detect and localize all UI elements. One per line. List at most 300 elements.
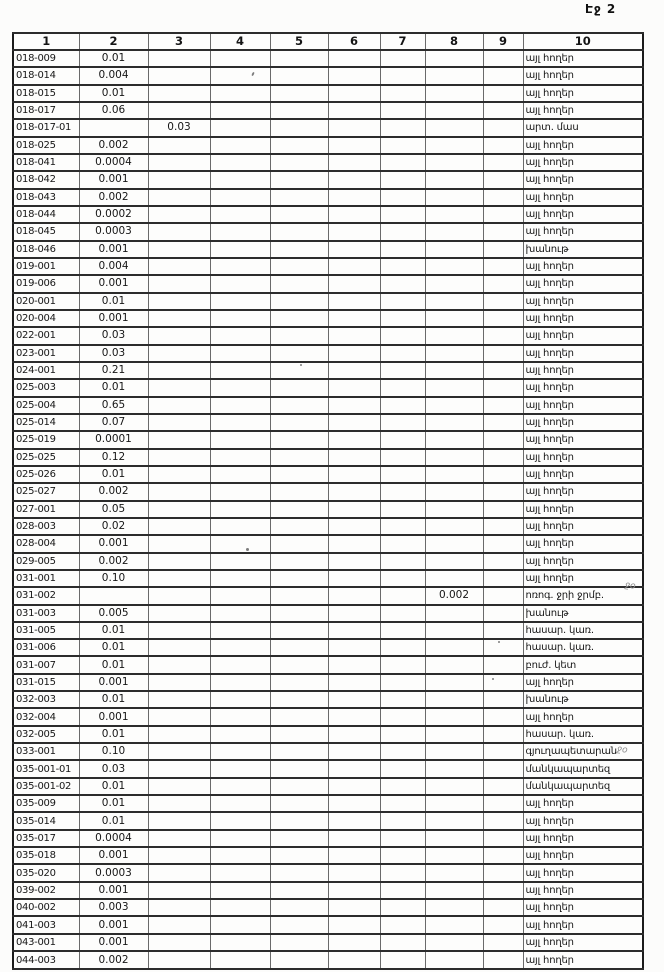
land-use-cell: այլ հողեր — [523, 189, 643, 206]
value-cell — [148, 310, 210, 327]
value-cell — [425, 85, 483, 102]
value-cell — [210, 119, 270, 136]
value-cell: 0.001 — [79, 674, 148, 691]
parcel-code-cell: 032-004 — [13, 708, 79, 725]
value-cell — [210, 778, 270, 795]
value-cell — [483, 85, 523, 102]
value-cell — [270, 189, 328, 206]
value-cell — [483, 812, 523, 829]
value-cell — [210, 171, 270, 188]
value-cell: 0.0003 — [79, 864, 148, 881]
value-cell — [270, 241, 328, 258]
value-cell — [210, 379, 270, 396]
value-cell — [380, 674, 425, 691]
value-cell — [328, 916, 380, 933]
parcel-code-cell: 025-014 — [13, 414, 79, 431]
value-cell — [270, 397, 328, 414]
parcel-code-cell: 027-001 — [13, 501, 79, 518]
land-use-cell: այլ հողեր — [523, 501, 643, 518]
value-cell: 0.002 — [79, 951, 148, 969]
value-cell — [210, 483, 270, 500]
value-cell — [328, 518, 380, 535]
value-cell — [425, 414, 483, 431]
value-cell — [425, 310, 483, 327]
value-cell — [270, 864, 328, 881]
value-cell — [425, 483, 483, 500]
value-cell — [483, 102, 523, 119]
value-cell — [328, 189, 380, 206]
parcel-code-cell: 018-025 — [13, 137, 79, 154]
value-cell — [380, 327, 425, 344]
value-cell — [328, 778, 380, 795]
value-cell — [483, 656, 523, 673]
value-cell — [328, 847, 380, 864]
value-cell — [483, 189, 523, 206]
value-cell — [483, 795, 523, 812]
value-cell — [148, 223, 210, 240]
value-cell — [270, 622, 328, 639]
value-cell — [270, 812, 328, 829]
value-cell — [483, 466, 523, 483]
value-cell — [380, 830, 425, 847]
value-cell — [425, 708, 483, 725]
value-cell — [483, 934, 523, 951]
value-cell — [328, 726, 380, 743]
value-cell — [270, 154, 328, 171]
value-cell — [483, 951, 523, 969]
value-cell — [380, 345, 425, 362]
value-cell — [210, 501, 270, 518]
column-header: 7 — [380, 33, 425, 50]
table-row — [13, 847, 643, 864]
value-cell — [328, 830, 380, 847]
land-use-cell: այլ հողեր — [523, 258, 643, 275]
value-cell — [270, 587, 328, 604]
value-cell — [380, 570, 425, 587]
value-cell — [483, 674, 523, 691]
value-cell — [148, 882, 210, 899]
value-cell — [148, 275, 210, 292]
land-use-cell: այլ հողեր — [523, 674, 643, 691]
parcel-code-cell: 039-002 — [13, 882, 79, 899]
value-cell — [483, 327, 523, 344]
value-cell — [270, 605, 328, 622]
value-cell — [210, 830, 270, 847]
table-row — [13, 431, 643, 448]
value-cell — [425, 864, 483, 881]
land-use-cell: այլ հողեր — [523, 518, 643, 535]
value-cell — [148, 414, 210, 431]
value-cell — [210, 310, 270, 327]
value-cell: 0.003 — [79, 899, 148, 916]
value-cell — [148, 951, 210, 969]
value-cell — [483, 137, 523, 154]
value-cell — [425, 171, 483, 188]
value-cell — [483, 882, 523, 899]
value-cell — [148, 830, 210, 847]
value-cell — [380, 864, 425, 881]
value-cell — [483, 553, 523, 570]
parcel-code-cell: 018-015 — [13, 85, 79, 102]
value-cell: 0.01 — [79, 85, 148, 102]
value-cell — [328, 864, 380, 881]
value-cell — [148, 50, 210, 67]
value-cell: 0.002 — [425, 587, 483, 604]
value-cell — [148, 812, 210, 829]
value-cell — [328, 674, 380, 691]
value-cell: 0.01 — [79, 656, 148, 673]
value-cell: 0.002 — [79, 483, 148, 500]
value-cell — [380, 726, 425, 743]
table-row — [13, 154, 643, 171]
value-cell — [328, 119, 380, 136]
parcel-code-cell: 035-001-01 — [13, 760, 79, 777]
value-cell — [483, 67, 523, 84]
value-cell — [380, 483, 425, 500]
value-cell — [270, 778, 328, 795]
parcel-code-cell: 043-001 — [13, 934, 79, 951]
value-cell — [425, 570, 483, 587]
value-cell — [425, 605, 483, 622]
value-cell: 0.65 — [79, 397, 148, 414]
value-cell — [483, 223, 523, 240]
value-cell — [425, 656, 483, 673]
parcel-code-cell: 031-007 — [13, 656, 79, 673]
value-cell — [210, 50, 270, 67]
value-cell — [483, 258, 523, 275]
table-row — [13, 882, 643, 899]
value-cell — [210, 587, 270, 604]
value-cell — [210, 570, 270, 587]
value-cell — [483, 587, 523, 604]
parcel-code-cell: 018-014 — [13, 67, 79, 84]
value-cell — [425, 899, 483, 916]
value-cell — [148, 327, 210, 344]
parcel-code-cell: 020-001 — [13, 293, 79, 310]
value-cell — [483, 622, 523, 639]
value-cell — [328, 379, 380, 396]
scan-speck — [300, 364, 302, 366]
value-cell: 0.001 — [79, 535, 148, 552]
value-cell: 0.001 — [79, 310, 148, 327]
value-cell — [380, 518, 425, 535]
value-cell — [380, 67, 425, 84]
value-cell — [270, 674, 328, 691]
value-cell — [148, 674, 210, 691]
scan-speck — [498, 641, 500, 643]
value-cell — [148, 553, 210, 570]
value-cell — [380, 553, 425, 570]
value-cell — [148, 501, 210, 518]
value-cell — [425, 882, 483, 899]
value-cell — [380, 691, 425, 708]
value-cell — [328, 310, 380, 327]
value-cell — [425, 934, 483, 951]
value-cell — [380, 189, 425, 206]
value-cell — [483, 345, 523, 362]
value-cell — [328, 102, 380, 119]
value-cell — [210, 154, 270, 171]
value-cell: 0.002 — [79, 137, 148, 154]
value-cell — [425, 362, 483, 379]
value-cell — [380, 206, 425, 223]
value-cell — [270, 206, 328, 223]
land-use-cell: այլ հողեր — [523, 899, 643, 916]
value-cell — [483, 50, 523, 67]
value-cell: 0.0003 — [79, 223, 148, 240]
value-cell — [210, 137, 270, 154]
value-cell — [328, 691, 380, 708]
value-cell — [328, 431, 380, 448]
value-cell: 0.01 — [79, 50, 148, 67]
value-cell: 0.21 — [79, 362, 148, 379]
value-cell — [79, 587, 148, 604]
parcel-code-cell: 025-019 — [13, 431, 79, 448]
value-cell — [425, 293, 483, 310]
land-use-cell: այլ հողեր — [523, 50, 643, 67]
value-cell — [425, 830, 483, 847]
value-cell — [148, 345, 210, 362]
value-cell — [483, 154, 523, 171]
value-cell — [148, 431, 210, 448]
value-cell — [328, 85, 380, 102]
land-use-cell: այլ հողեր — [523, 275, 643, 292]
value-cell — [270, 119, 328, 136]
value-cell — [148, 154, 210, 171]
value-cell — [328, 483, 380, 500]
value-cell — [210, 934, 270, 951]
land-use-cell: այլ հողեր — [523, 708, 643, 725]
value-cell — [148, 656, 210, 673]
land-use-cell: այլ հողեր — [523, 171, 643, 188]
land-use-cell: այլ հողեր — [523, 466, 643, 483]
value-cell — [380, 414, 425, 431]
value-cell — [483, 518, 523, 535]
value-cell: 0.001 — [79, 241, 148, 258]
value-cell — [328, 241, 380, 258]
parcel-code-cell: 028-003 — [13, 518, 79, 535]
parcel-code-cell: 035-014 — [13, 812, 79, 829]
value-cell — [270, 691, 328, 708]
value-cell: 0.001 — [79, 916, 148, 933]
value-cell — [380, 934, 425, 951]
value-cell: 0.01 — [79, 795, 148, 812]
value-cell — [483, 916, 523, 933]
table-row — [13, 85, 643, 102]
land-use-cell: այլ հողեր — [523, 483, 643, 500]
value-cell — [210, 864, 270, 881]
value-cell — [380, 605, 425, 622]
value-cell — [425, 760, 483, 777]
land-use-cell: այլ հողեր — [523, 847, 643, 864]
value-cell — [270, 275, 328, 292]
land-use-cell: այլ հողեր — [523, 85, 643, 102]
value-cell — [328, 899, 380, 916]
value-cell — [425, 154, 483, 171]
column-header: 2 — [79, 33, 148, 50]
parcel-code-cell: 024-001 — [13, 362, 79, 379]
value-cell — [210, 327, 270, 344]
value-cell — [210, 518, 270, 535]
value-cell: 0.001 — [79, 934, 148, 951]
value-cell — [148, 760, 210, 777]
value-cell — [328, 275, 380, 292]
value-cell — [380, 656, 425, 673]
land-use-cell: հասար. կառ. — [523, 639, 643, 656]
value-cell — [483, 639, 523, 656]
value-cell — [210, 258, 270, 275]
value-cell — [483, 414, 523, 431]
column-header: 4 — [210, 33, 270, 50]
value-cell — [380, 743, 425, 760]
value-cell — [483, 379, 523, 396]
value-cell — [270, 414, 328, 431]
value-cell — [328, 362, 380, 379]
column-header: 1 — [13, 33, 79, 50]
value-cell — [328, 570, 380, 587]
value-cell — [380, 137, 425, 154]
value-cell — [328, 397, 380, 414]
column-header: 8 — [425, 33, 483, 50]
table-row — [13, 466, 643, 483]
value-cell — [328, 587, 380, 604]
value-cell — [148, 241, 210, 258]
value-cell — [380, 241, 425, 258]
table-row — [13, 362, 643, 379]
value-cell — [328, 223, 380, 240]
land-use-cell: այլ հողեր — [523, 137, 643, 154]
value-cell — [328, 656, 380, 673]
value-cell — [270, 847, 328, 864]
value-cell — [270, 223, 328, 240]
value-cell: 0.10 — [79, 570, 148, 587]
value-cell — [328, 882, 380, 899]
value-cell — [425, 726, 483, 743]
value-cell — [328, 812, 380, 829]
value-cell — [210, 206, 270, 223]
table-row — [13, 102, 643, 119]
parcel-code-cell: 018-046 — [13, 241, 79, 258]
value-cell — [148, 397, 210, 414]
handwritten-margin-mark: ջօ — [624, 580, 637, 592]
land-use-cell: այլ հողեր — [523, 397, 643, 414]
value-cell — [210, 293, 270, 310]
value-cell — [210, 899, 270, 916]
parcel-code-cell: 044-003 — [13, 951, 79, 969]
table-row — [13, 726, 643, 743]
value-cell — [425, 501, 483, 518]
value-cell — [425, 67, 483, 84]
value-cell — [270, 327, 328, 344]
value-cell — [380, 154, 425, 171]
value-cell — [210, 553, 270, 570]
value-cell — [210, 639, 270, 656]
value-cell — [328, 466, 380, 483]
value-cell — [328, 258, 380, 275]
value-cell — [210, 916, 270, 933]
value-cell — [380, 778, 425, 795]
land-use-cell: մանկապարտեզ — [523, 760, 643, 777]
value-cell — [270, 431, 328, 448]
value-cell — [380, 882, 425, 899]
value-cell — [483, 241, 523, 258]
land-use-cell: այլ հողեր — [523, 102, 643, 119]
value-cell — [270, 258, 328, 275]
value-cell — [270, 466, 328, 483]
value-cell — [148, 189, 210, 206]
value-cell — [210, 449, 270, 466]
value-cell — [210, 241, 270, 258]
land-use-cell: մանկապարտեզ — [523, 778, 643, 795]
table-row — [13, 501, 643, 518]
value-cell — [425, 812, 483, 829]
value-cell — [483, 691, 523, 708]
value-cell — [270, 795, 328, 812]
parcel-code-cell: 032-003 — [13, 691, 79, 708]
table-row — [13, 553, 643, 570]
value-cell — [425, 50, 483, 67]
value-cell — [380, 119, 425, 136]
value-cell — [148, 379, 210, 396]
table-row — [13, 137, 643, 154]
value-cell: 0.07 — [79, 414, 148, 431]
value-cell — [270, 916, 328, 933]
value-cell — [148, 899, 210, 916]
value-cell — [328, 206, 380, 223]
parcel-code-cell: 025-027 — [13, 483, 79, 500]
value-cell: 0.001 — [79, 171, 148, 188]
value-cell — [148, 85, 210, 102]
value-cell — [425, 102, 483, 119]
value-cell — [270, 656, 328, 673]
parcel-code-cell: 018-009 — [13, 50, 79, 67]
table-row — [13, 622, 643, 639]
value-cell — [210, 708, 270, 725]
value-cell — [210, 743, 270, 760]
value-cell — [380, 431, 425, 448]
table-row — [13, 518, 643, 535]
value-cell: 0.03 — [148, 119, 210, 136]
value-cell — [328, 137, 380, 154]
value-cell — [380, 760, 425, 777]
land-use-cell: այլ հողեր — [523, 812, 643, 829]
table-row — [13, 293, 643, 310]
table-row — [13, 223, 643, 240]
value-cell — [380, 535, 425, 552]
value-cell: 0.01 — [79, 691, 148, 708]
value-cell — [328, 622, 380, 639]
column-header: 10 — [523, 33, 643, 50]
table-row — [13, 327, 643, 344]
value-cell — [483, 743, 523, 760]
parcel-code-cell: 031-002 — [13, 587, 79, 604]
value-cell: 0.03 — [79, 760, 148, 777]
value-cell — [210, 414, 270, 431]
value-cell — [425, 206, 483, 223]
land-use-cell: այլ հողեր — [523, 830, 643, 847]
value-cell — [210, 362, 270, 379]
land-use-cell: այլ հողեր — [523, 934, 643, 951]
value-cell — [270, 85, 328, 102]
land-use-cell: այլ հողեր — [523, 206, 643, 223]
value-cell: 0.01 — [79, 778, 148, 795]
value-cell: 0.0004 — [79, 154, 148, 171]
value-cell — [425, 691, 483, 708]
scan-speck — [246, 548, 249, 551]
land-use-cell: այլ հողեր — [523, 535, 643, 552]
table-row — [13, 310, 643, 327]
value-cell — [380, 795, 425, 812]
